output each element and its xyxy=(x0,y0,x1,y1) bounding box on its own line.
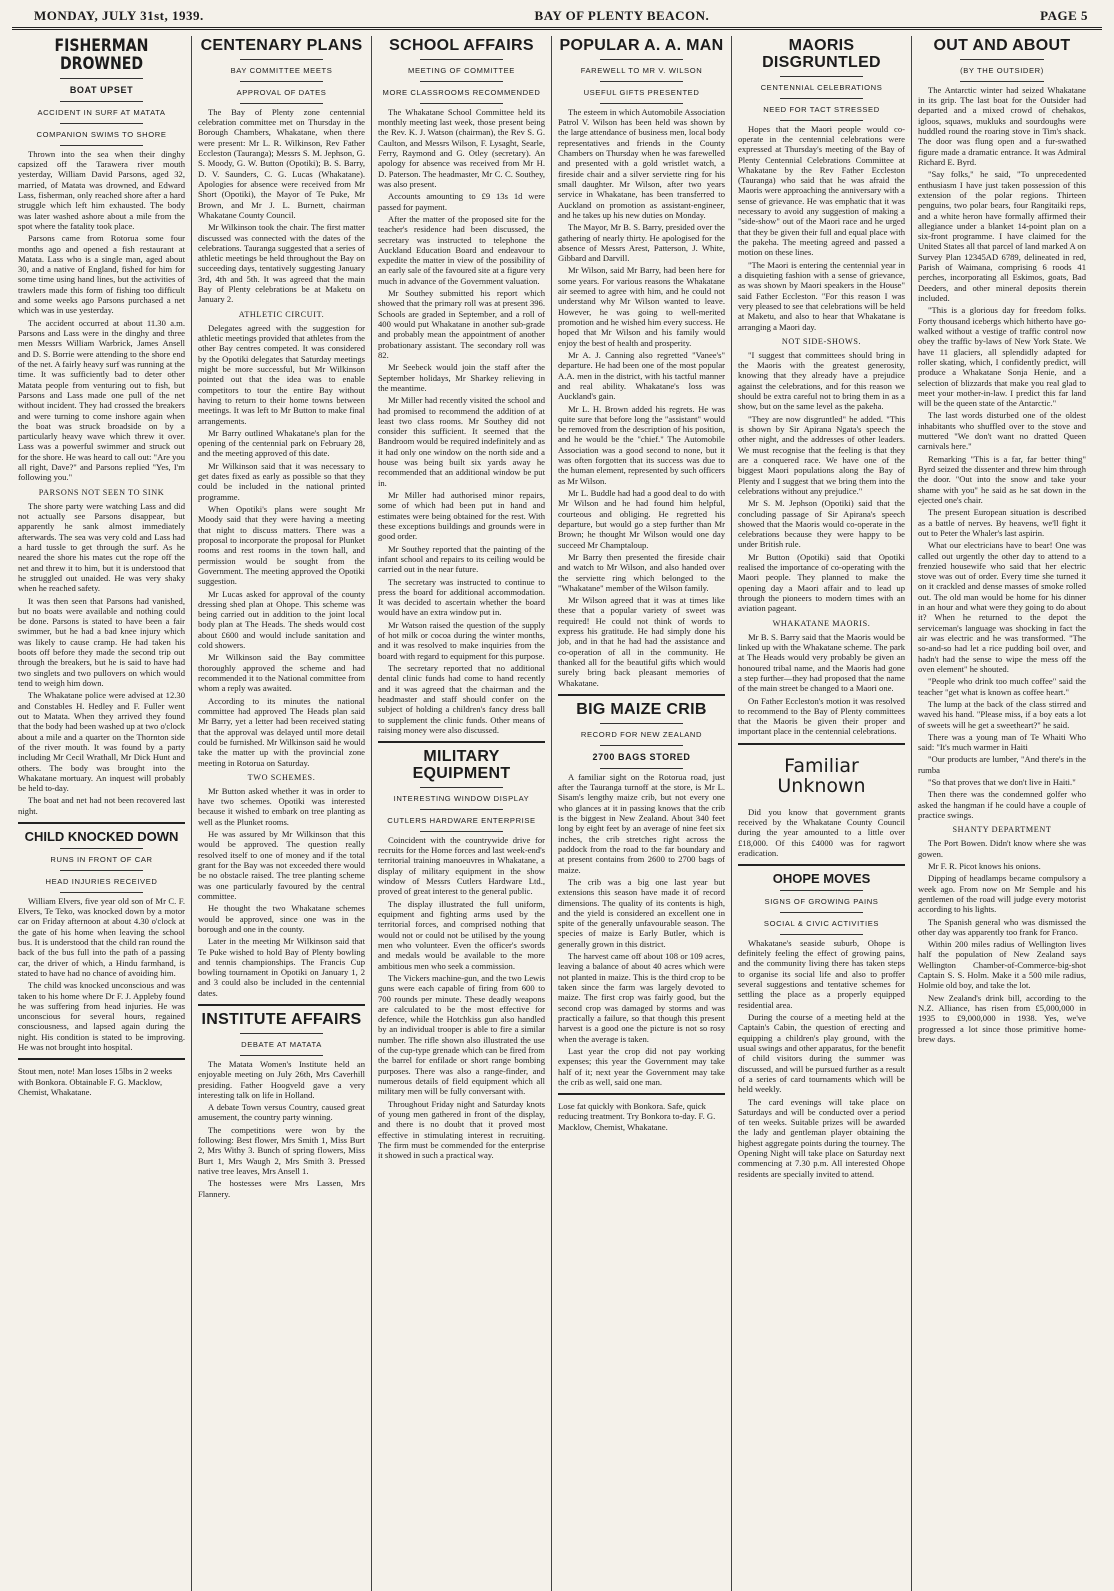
note-divider xyxy=(558,1093,725,1095)
headline: FISHERMAN DROWNED xyxy=(54,36,149,74)
article xyxy=(738,38,905,737)
subheadline: CUTLERS HARDWARE ENTERPRISE xyxy=(387,815,536,825)
article xyxy=(18,38,185,816)
paragraph: The Antarctic winter had seized Whakatane in its grip. The last boat for the Outsider had departed and a mixed crowd of chehakos, igloos, squaws, mukluks and sourdoughs were huddled round the roaring stove in Tim's shack. The door was flung open and a fur-swathed figure made a dramatic entrance. It was Admiral Richard E. Byrd. xyxy=(918,84,1086,167)
paragraph: Mr Wilson agreed that it was at times like these that a popular variety of sweet was required! He could not think of words to express his gratitude. He had simply done his job, and in that he had had the assistance and co-operation of all in the community. He thanked all for the beautiful gifts which would surely bring back pleasant memories of Whakatane. xyxy=(558,595,725,688)
paragraph: Delegates agreed with the suggestion for athletic meetings provided that athletes from the other Bay centres competed. It was considered by the Opotiki delegates that Saturday meetings might be more successful, but Mr Wilkinson pointed out that the idea was to enable competitors to tour the entire Bay without having to return to their home towns between meetings. It was left to Mr Button to make final arrangements. xyxy=(198,322,365,426)
paragraph: The lump at the back of the class stirred and waved his hand. "Please miss, if a boy eats a lot of sweets will he get a sweetheart?" he said. xyxy=(918,698,1086,730)
headline-rule xyxy=(600,59,684,60)
subheadline: APPROVAL OF DATES xyxy=(236,87,327,97)
article xyxy=(18,822,185,1097)
paragraph: The hostesses were Mrs Lassen, Mrs Flannery. xyxy=(198,1178,365,1199)
paragraph: Parsons came from Rotorua some four months ago and opened a fish restaurant at Matata. Lass who is a single man, aged about 30, and a native of England, fished for him for some time using hand lines, but the activities of trawlers made this form of fishing too difficult and some weeks ago Parsons purchased a net which was in use yesterday. xyxy=(18,233,185,316)
paragraph: Coincident with the countrywide drive for recruits for the Home forces and last week-end's territorial training manoeuvres in Whakatane, a display of military equipment in the show window of Messrs Cutlers Hardware Ltd., proved of great interest to the general public. xyxy=(378,834,545,897)
paragraph: Hopes that the Maori people would co-operate in the centennial celebrations were expressed at Thursday's meeting of the Bay of Plenty Centennial Celebrations Committee at Whakatane by the Rev Father Eccleston (Tauranga) who said that he was afraid the Maoris were approaching the anniversary with a sense of grievance. He was emphatic that it was necessary to avoid any suggestion of making a "side-show" out of the Maori race and he urged that they be given their full and equal place with the pakeha. The meeting agreed and passed a motion on these lines. xyxy=(738,123,905,258)
subheadline-rule xyxy=(780,120,864,121)
article xyxy=(378,741,545,1160)
subheadline: FAREWELL TO MR V. WILSON xyxy=(580,65,703,75)
subheadline: MORE CLASSROOMS RECOMMENDED xyxy=(382,87,541,97)
article-body xyxy=(558,107,725,688)
paragraph: "The Maori is entering the centennial year in a disquieting fashion with a sense of grievance, as was shown by Maori speakers in the House" said Father Eccleston. "For this reason I was very pleased to see that celebrations will be held at Maketu, and also to hear that Whakatane is arranging a Maori day. xyxy=(738,259,905,332)
paragraph: Mr F. R. Picot knows his onions. xyxy=(928,860,1041,871)
columns xyxy=(12,36,1102,1591)
article-body xyxy=(198,107,365,998)
paragraph: Mr Wilkinson said the Bay committee thoroughly approved the scheme and had recommended it to the National committee from whom a reply was awaited. xyxy=(198,652,365,694)
headline: BIG MAIZE CRIB xyxy=(576,700,707,718)
headline-rule xyxy=(420,787,504,788)
paragraph: Mr Barry outlined Whakatane's plan for the opening of the centennial park on February 28, and the meeting approved of this date. xyxy=(198,427,365,459)
paragraph: Last year the crop did not pay working expenses; this year the Government may take half of it; next year the Government may take the crib as well, said one man. xyxy=(558,1045,725,1087)
subheadline: BAY COMMITTEE MEETS xyxy=(230,65,333,75)
paragraph: The boat and net had not been recovered last night. xyxy=(18,795,185,816)
subheadline-rule xyxy=(960,81,1044,82)
paragraph: The Whakatane police were advised at 12.30 and Constables H. Hedley and F. Fuller went out to Matata. When they arrived they found that the body had been washed up at two o'clock about a mile and a quarter on the Thornton side of the river mouth. It was found by a party including Mr Cecil Wrathall, Mr Dick Hunt and others. The body was brought into the Whakatane mortuary. An inquest will probably be held to-day. xyxy=(18,690,185,794)
article xyxy=(918,38,1086,1044)
subheadline: USEFUL GIFTS PRESENTED xyxy=(583,87,700,97)
paragraph: The display illustrated the full uniform, equipment and fighting arms used by the territorial forces, and comprised nothing that would not or could not be utilised by the young men who volunteer. Even the officer's swords and medals would be available to the more ambitious men who seek a commission. xyxy=(378,898,545,971)
paragraph: During the course of a meeting held at the Captain's Cabin, the question of erecting and equipping a children's play ground, with the usual swings and other apparatus, for the benefit of child visitors during the summer was discussed, and will be pursued further as a result of a series of card tournaments which will be held weekly. xyxy=(738,1012,905,1095)
paragraph: The secretary was instructed to continue to press the board for additional accommodation. It was decided to ascertain whether the board would have an extra window put in. xyxy=(378,576,545,618)
subheadline-rule xyxy=(60,870,144,871)
subheadline: (BY THE OUTSIDER) xyxy=(960,65,1044,75)
paragraph: Mr S. M. Jephson (Opotiki) said that the concluding passage of Sir Apirana's speech showed that the Maoris would co-operate in the celebrations because they were happy to be under British rule. xyxy=(738,498,905,550)
section-subhead: WHAKATANE MAORIS. xyxy=(772,618,871,628)
paragraph: William Elvers, five year old son of Mr C. F. Elvers, Te Teko, was knocked down by a motor car on Friday afternoon at about 4.30 o'clock at the gate of his home when leaving the school bus. It is understood that the child ran round the back of the bus full into the path of a passing car, the driver of which, a Hindu farmhand, is stated to have had no chance of avoiding him. xyxy=(18,895,185,978)
subheadline-rule xyxy=(780,934,864,935)
headline-rule xyxy=(60,78,144,79)
paragraph: The shore party were watching Lass and did not actually see Parsons disappear, but apparently he sank almost immediately afterwards. The sea was very cold and Lass had a hard tussle to get through the surf. As he neared the shore his mates cut the rope off the net and threw it to him, but it is understood that he struggled out unaided. He was very shaky when he reached safety. xyxy=(18,500,185,594)
paragraph: The Bay of Plenty zone centennial celebration committee met on Thursday in the Borough Chambers, Whakatane, when there were present: Mr L. R. Wilkinson, Rev Father Eccleston (Tauranga); Messrs S. M. Jephson, G. S. Moody, G. W. Button (Opotiki); B. S. Barry, D. V. Saunders, C. G. Lucas (Whakatane). Apologies for absence were received from Mr Short (Opotiki), the Mayor of Te Puke, Mr Brown, and Mr J. L. Burnett, chairman Whakatane County Council. xyxy=(198,106,365,220)
paragraph: The competitions were won by the following: Best flower, Mrs Smith 1, Miss Burt 2, Mrs Withy 3. Bunch of spring flowers, Miss Burt 1, Mrs Waugh 2, Mrs Smith 3. Pressed native tree leaves, Mrs Ansell 1. xyxy=(198,1124,365,1177)
section-subhead: NOT SIDE-SHOWS. xyxy=(781,336,862,346)
subheadline: ACCIDENT IN SURF AT MATATA xyxy=(37,107,166,117)
article-body xyxy=(378,835,545,1161)
headline: POPULAR A. A. MAN xyxy=(559,37,724,54)
article-body xyxy=(738,124,905,737)
article xyxy=(558,38,725,688)
paragraph: The child was knocked unconscious and was taken to his home where Dr F. J. Appleby found he was suffering from head injuries. He was unconscious for several hours, regained consciousness, and lapsed again during the night. His condition is stated to be improving. He was not brought into hospital. xyxy=(18,980,185,1053)
paragraph: Remarking "This is a far, far better thing" Byrd seized the dissenter and threw him through the door. "Out into the snow and take your shame with you" he said as he sat down in the ejected one's chair. xyxy=(918,453,1086,505)
subheadline-rule xyxy=(600,745,684,746)
paragraph: Mr Button (Opotiki) said that Opotiki realised the importance of co-operating with the Maori people. They planned to make the opening day a Maori affair and to lead up through the pioneers to modern times with an aviation pageant. xyxy=(738,551,905,614)
article-divider xyxy=(198,1004,365,1006)
paragraph: Throughout Friday night and Saturday knots of young men gathered in front of the display, and there is no doubt that it proved most effective in stimulating interest in recruiting. The firm must be commended for the enterprise it showed in such a practical way. xyxy=(378,1098,545,1161)
paragraph: What our electricians have to bear! One was called out urgently the other day to attend to a frenzied housewife who said that her electric stove was out of order. Every time she turned it on it crackled and dense masses of smoke rolled out. The old man would be home for his dinner in an hour and what were they going to do about it? When he returned to the depot the serviceman's language was shocking in fact the air was electric and he was transformed. "The so-and-so had let a rice pudding boil over, and hadn't had the sense to wipe the mess off the oven element" he shouted. xyxy=(918,540,1086,674)
masthead-paper-name: BAY OF PLENTY BEACON. xyxy=(534,8,710,23)
paragraph: Mr Wilson, said Mr Barry, had been here for some years. For various reasons the Whakatane air seemed to agree with him, and he could not understand why Mr Wilson wanted to leave. However, he was going to well-merited promotion and he wished him every success. He hoped that Mr Wilson and his family would enjoy the best of health and prosperity. xyxy=(558,265,725,348)
subheadline: RECORD FOR NEW ZEALAND xyxy=(580,729,703,739)
headline-rule xyxy=(600,723,684,724)
paragraph: "Our products are lumber, "And there's in the rumba xyxy=(918,754,1086,775)
headline: OUT AND ABOUT xyxy=(933,37,1071,54)
column-3 xyxy=(372,36,552,1591)
article-body xyxy=(198,1059,365,1199)
subheadline-rule xyxy=(780,912,864,913)
section-subhead: TWO SCHEMES. xyxy=(247,772,316,782)
paragraph: Mr Watson raised the question of the supply of hot milk or cocoa during the winter months, and it was resolved to make inquiries from the board with regard to equipment for this purpose. xyxy=(378,619,545,661)
subheadline: HEAD INJURIES RECEIVED xyxy=(45,876,158,886)
subheadline-rule xyxy=(240,81,324,82)
article xyxy=(198,38,365,998)
subheadline-rule xyxy=(420,81,504,82)
subheadline-rule xyxy=(600,81,684,82)
headline: OHOPE MOVES xyxy=(772,871,871,887)
paragraph: Later in the meeting Mr Wilkinson said that Te Puke wished to hold Bay of Plenty bowling and tennis championships. The Francis Cup bowling tournament in Opotiki on January 1, 2 and 3 could also be included in the centennial dates. xyxy=(198,936,365,998)
subheadline-rule xyxy=(60,145,144,146)
column-4 xyxy=(552,36,732,1591)
paragraph: Mr L. H. Brown added his regrets. He was quite sure that before long the "assistant" would be removed from the description of his position, and he would be the "chief." The Automobile Association was a good second to none, but it was often forgotten that its success was due to the human element, represented by such officers as Mr Wilson. xyxy=(558,403,725,486)
article-body xyxy=(918,85,1086,1045)
paragraph: "Say folks," he said, "To unprecedented enthusiasm I have just taken possession of this extension of the polar regions. Thirteen penguins, two polar bears, four Rangitaiki reps, and a white heron have formally affirmed their allegiance under a blanket 14-point plan on a six-front programme. I have claimed for the United States all that parcel of land marked A on Survey Plan 12345AD 6789, delineated in red, Parish of Waimana, comprising 6 roods 41 perches, incorporating all Eskimos, goats, Bad Deeders, and other mineral deposits therein included. xyxy=(918,169,1086,304)
paragraph: Mr Southey submitted his report which showed that the primary roll was at present 396. Schools are graded in September, and a roll of 400 would put Whakatane in another sub-grade and probably mean the appointment of another probationary assistant. The secondary roll was 82. xyxy=(378,288,545,360)
paragraph: Mr B. S. Barry said that the Maoris would be linked up with the Whakatane scheme. The park at The Heads would very probably be given an honoured tribal name, and the Maoris had gone a step further—they had proposed that the name of the main street be changed to a Maori one. xyxy=(738,631,905,694)
headline: INSTITUTE AFFAIRS xyxy=(201,1011,362,1029)
paragraph: He thought the two Whakatane schemes would be approved, since one was in the borough and one in the county. xyxy=(198,903,365,934)
article-body xyxy=(378,107,545,735)
headline: CENTENARY PLANS xyxy=(200,37,363,54)
article-divider xyxy=(378,741,545,743)
paragraph: The present European situation is described as a battle of nerves. By heavens, we'll fight it out to Peter the Whaler's last aspirin. xyxy=(918,507,1086,538)
article-body xyxy=(18,149,185,816)
article-divider xyxy=(738,743,905,745)
headline: Familiar Unknown xyxy=(777,754,866,797)
paragraph: The card evenings will take place on Saturdays and will be conducted over a period of ten weeks. Suitable prizes will be awarded the lady and gentleman player obtaining the highest aggregate points during the tourney. The Opening Night will take place on Saturday next commencing at 7.30 p.m. All interested Ohope residents are specially invited to attend. xyxy=(738,1096,905,1179)
headline-rule xyxy=(420,59,504,60)
subheadline-rule xyxy=(420,103,504,104)
paragraph: The last words disturbed one of the oldest inhabitants who shuffled over to the stove and muttered "We don't want no dratted Queen carnivals here." xyxy=(918,410,1086,452)
subheadline: RUNS IN FRONT OF CAR xyxy=(50,854,153,864)
article-divider xyxy=(558,694,725,696)
headline: MILITARY EQUIPMENT xyxy=(412,748,511,783)
article-body xyxy=(18,896,185,1053)
paragraph: According to its minutes the national committee had approved The Heads plan said Mr Barry, yet a letter had been received stating that the approval was delayed until more detail could be furnished. Mr Wilkinson said he would take the matter up with the provincial zone meeting in Rotorua on Saturday. xyxy=(198,695,365,768)
subheadline: INTERESTING WINDOW DISPLAY xyxy=(393,793,530,803)
headline: SCHOOL AFFAIRS xyxy=(389,37,534,54)
paragraph: Mr L. Buddle had had a good deal to do with Mr Wilson and he had found him helpful, courteous and obliging. He regretted his departure, but would go a step further than Mr Brown; he thought Mr Wilson would one day succeed Mr Champtaloup. xyxy=(558,488,725,550)
headline-rule xyxy=(60,848,144,849)
subheadline-rule xyxy=(60,123,144,124)
paragraph: Mr Miller had authorised minor repairs, some of which had been put in hand and estimates were being obtained for the rest. With these exceptions buildings and grounds were in good order. xyxy=(378,490,545,542)
paragraph: He was assured by Mr Wilkinson that this would be approved. The question really resolved itself to one of money and if the total grant for the Bay was not exceeded there would be no obstacle raised. The tree planting scheme was one particularly favoured by the central committee. xyxy=(198,829,365,901)
paragraph: The crib was a big one last year but extensions this season have made it of record dimensions. The quality of its contents is high, and the yield is considered an excellent one in spite of the generally unfavourable season. The species of maize is Early Butler, which is generally grown in this district. xyxy=(558,876,725,949)
note-divider xyxy=(18,1058,185,1060)
headline: CHILD KNOCKED DOWN xyxy=(24,829,179,845)
column-6 xyxy=(912,36,1092,1591)
paragraph: Mr Barry then presented the fireside chair and watch to Mr Wilson, and also handed over the serviette ring which belonged to the "Whakatane" member of the Wilson family. xyxy=(558,551,725,593)
subheadline-rule xyxy=(600,103,684,104)
subheadline: SOCIAL & CIVIC ACTIVITIES xyxy=(763,918,880,928)
section-subhead: ATHLETIC CIRCUIT. xyxy=(238,309,325,319)
paragraph: "They are now disgruntled" he added. "This is shown by Sir Apirana Ngata's speech the other night, and the addresses of other leaders. We must recognise that the feeling is that they are a conquered race. We have one of the biggest Maori populations along the Bay of Plenty and I suggest that we bring them into the celebrations without any prejudice." xyxy=(738,413,905,496)
headline-rule xyxy=(780,76,864,77)
headline-rule xyxy=(240,59,324,60)
subheadline-rule xyxy=(420,809,504,810)
subheadline: COMPANION SWIMS TO SHORE xyxy=(36,129,167,139)
paragraph: Mr Lucas asked for approval of the county dressing shed plan at Ohope. This scheme was being carried out in addition to the joint local body plan at The Heads. The sheds would cost about £600 and would include sanitation and cold showers. xyxy=(198,588,365,651)
paragraph: Did you know that government grants received by the Whakatane County Council during the year amounted to a little over £18,000. Of this £4000 was for ragwort eradication. xyxy=(738,806,905,858)
masthead-page-number: PAGE 5 xyxy=(1040,8,1088,23)
headline: MAORIS DISGRUNTLED xyxy=(762,37,881,71)
column-5 xyxy=(732,36,912,1591)
paragraph: When Opotiki's plans were sought Mr Moody said that they were having a meeting that night to discuss matters. There was a proposal to incorporate the proposal for Plunket rooms and rest rooms in the town hall, and permission would be sought from the Government. The meeting approved the Opotiki suggestion. xyxy=(198,504,365,587)
headline-rule xyxy=(960,59,1044,60)
paragraph: The Port Bowen. Didn't know where she was gowen. xyxy=(918,838,1086,859)
paragraph: New Zealand's drink bill, according to the N.Z. Alliance, has risen from £5,000,000 in 1935 to £9,000,000 in 1938. Yes, we've progressed a lot since those primitive home-brew days. xyxy=(918,992,1086,1044)
paragraph: Whakatane's seaside suburb, Ohope is definitely feeling the effect of growing pains, and the community living there has taken steps to organise its social life and also to proffer several suggestions and tentative schemes for settling the place as a properly equipped residential area. xyxy=(738,937,905,1010)
advert-note: Lose fat quickly with Bonkora. Safe, quick reducing treatment. Try Bonkora to-day. F. G. Macklow, Chemist, Whakatane. xyxy=(558,1101,716,1132)
subheadline-rule xyxy=(600,768,684,769)
paragraph: The Spanish general who was dismissed the other day was apparently too frank for Franco. xyxy=(918,916,1086,937)
section-subhead: SHANTY DEPARTMENT xyxy=(952,825,1052,835)
column-1 xyxy=(12,36,192,1591)
article-divider xyxy=(18,822,185,824)
paragraph: Mr Southey reported that the painting of the infant school and repairs to its ceiling would be carried out in the near future. xyxy=(378,543,545,575)
subheadline: MEETING OF COMMITTEE xyxy=(408,65,515,75)
headline-rule xyxy=(240,1033,324,1034)
paragraph: The esteem in which Automobile Association Patrol V. Wilson has been held was shown by the large attendance of business men, local body representatives and friends in the County Chambers on Thursday when he was farewelled and presented with a gold wristlet watch, a fireside chair and a silver serviette ring for his small daughter. Mr Wilson, after two years service in Whakatane, has been transferred to Auckland on promotion as assistant-engineer, and he takes up his new duties on Monday. xyxy=(558,106,725,220)
masthead xyxy=(12,6,1102,30)
article xyxy=(198,1004,365,1199)
paragraph: The Vickers machine-gun, and the two Lewis guns were each capable of firing from 600 to 700 rounds per minute. These deadly weapons are calculated to be the most effective for defence, while the Hotchkiss gun also handled by an individual trooper is able to fire a similar number. The rifle shown also illustrated the use of the cup-type grenade which can be fired from the barrel for enfilade or short range bombing purposes. There was also a range-finder, and numerous details of field equipment which all military men will be fully conversant with. xyxy=(378,972,545,1097)
column-2 xyxy=(192,36,372,1591)
paragraph: Mr A. J. Canning also regretted "Vanee's" departure. He had been one of the most popular A.A. men in the district, with his tactful manner and real ability. Whakatane's loss was Auckland's gain. xyxy=(558,349,725,402)
paragraph: Mr Wilkinson said that it was necessary to get dates fixed as early as possible so that they could be included in the national printed programme. xyxy=(198,460,365,502)
subheadline-rule xyxy=(420,831,504,832)
subheadline-rule xyxy=(780,98,864,99)
paragraph: The accident occurred at about 11.30 a.m. Parsons and Lass were in the dinghy and three men Messrs William Warbrick, James Ansell and D. S. Borrie were attending to the shore end of the net. A fairly heavy surf was running at the time. It was sufficiently bad to deter other Matata people from venturing out to fish, but Parsons and Lass made one pull of the net without incident. They had crossed the breakers and were turning to come inshore again when the boat was struck broadside on by a particularly heavy wave which threw it over. Lass was a powerful swimmer and struck out for the shore. He was heard to call out: "Are you all right, Dave?" and Parsons replied "Yes, I'm following you." xyxy=(18,317,185,483)
article-body xyxy=(738,938,905,1179)
article-body xyxy=(738,807,905,859)
paragraph: It was then seen that Parsons had vanished, but no boats were available and nothing could be done. Parsons is stated to have been a fair swimmer, but he had a bad knee injury which was likely to cause cramp. He had taken his boots off before they made the second trip out through the breakers, but he is said to have had two singlets and two pullovers on which would tend to weigh him down. xyxy=(18,595,185,688)
paragraph: The Whakatane School Committee held its monthly meeting last week, those present being the Rev. K. J. Watson (chairman), the Rev S. G. Caulton, and Messrs Wilson, F. Lysaght, Searle, Ferry, Raymond and G. Otley (secretary). An apology for absence was received from Mr H. D. Paterson. The headmaster, Mr C. C. Southey, was also present. xyxy=(378,106,545,189)
subheadline-rule xyxy=(240,103,324,104)
article xyxy=(738,864,905,1179)
section-subhead: PARSONS NOT SEEN TO SINK xyxy=(38,487,165,497)
subheadline: 2700 BAGS STORED xyxy=(592,751,691,762)
paragraph: "I suggest that committees should bring in the Maoris with the greatest generosity, knowing that they already have a prejudice against the celebrations, and for this reason we should be extra careful not to bring them in as a show, but on the same level as the pakeha. xyxy=(738,349,905,412)
paragraph: The Mayor, Mr B. S. Barry, presided over the gathering of nearly thirty. He apologised for the absence of Messrs Arest, Patterson, J. White, Gibbard and Darvill. xyxy=(558,222,725,264)
headline-rule xyxy=(780,890,864,891)
advert-note: Stout men, note! Man loses 15lbs in 2 weeks with Bonkora. Obtainable F. G. Macklow, Chemist, Whakatane. xyxy=(18,1066,172,1098)
masthead-date: MONDAY, JULY 31st, 1939. xyxy=(34,8,204,23)
subheadline-rule xyxy=(240,1055,324,1056)
paragraph: "People who drink too much coffee" said the teacher "get what is known as coffee heart." xyxy=(918,676,1086,697)
paragraph: Mr Miller had recently visited the school and had promised to recommend the addition of at least two class rooms. Mr Southey did not consider this sufficient. It seemed that the Bandroom would be required indefinitely and as it had only one window on the north side and a house was being built six yards away he recommended that an additional window be put in. xyxy=(378,395,545,488)
paragraph: The Matata Women's Institute held an enjoyable meeting on July 26th, Mrs Caverhill presiding. Father Hoogveld gave a very interesting talk on life in Holland. xyxy=(198,1058,365,1100)
article-body xyxy=(558,772,725,1087)
article-divider xyxy=(738,864,905,866)
subheadline: SIGNS OF GROWING PAINS xyxy=(764,896,879,906)
subheadline: DEBATE AT MATATA xyxy=(241,1039,322,1049)
paragraph: The secretary reported that no additional dental clinic funds had come to hand recently and it was agreed that the chairman and the headmaster and staff should confer on the subject of holding a children's fancy dress ball to supplement the clinic funds. Other means of raising money were also discussed. xyxy=(378,663,545,735)
paragraph: Mr Seebeck would join the staff after the September holidays, Mr Sharkey relieving in the meantime. xyxy=(378,362,545,393)
subheadline: NEED FOR TACT STRESSED xyxy=(763,104,880,114)
subheadline-rule xyxy=(60,892,144,893)
paragraph: "So that proves that we don't live in Haiti." xyxy=(928,777,1076,788)
paragraph: After the matter of the proposed site for the teacher's residence had been discussed, the secretary was instructed to telephone the Auckland Education Board and endeavour to expedite the matter in view of the possibility of an early sale of the favoured site at a figure very much in advance of the Government valuation. xyxy=(378,213,545,286)
paragraph: Mr Button asked whether it was in order to have two schemes. Opotiki was interested because it wished to embark on tree planting as well as the Plunket rooms. xyxy=(198,785,365,827)
paragraph: Within 200 miles radius of Wellington lives half the population of New Zealand says Wellington Chamber-of-Commerce-big-shot Captain S. S. Holm. Make it a 500 mile radius, Holmie old boy, and take the lot. xyxy=(918,939,1086,991)
subheadline-rule xyxy=(60,101,144,102)
paragraph: There was a young man of Te Whaiti Who said: "It's much warmer in Haiti xyxy=(918,731,1086,753)
paragraph: The harvest came off about 108 or 109 acres, leaving a balance of about 40 acres which were not planted in maize. This is the third crop to be taken since the farm was largely devoted to maize. The first crop was fairly good, but the second crop was damaged by storms and was practically a failure, so that though this present harvest is a good one the picture is not so rosy when the average is taken. xyxy=(558,951,725,1044)
subheadline: CENTENNIAL CELEBRATIONS xyxy=(760,82,883,92)
paragraph: Dipping of headlamps became compulsory a week ago. From now on Mr Semple and his gentlemen of the road will judge every motorist according to his lights. xyxy=(918,873,1086,915)
paragraph: On Father Eccleston's motion it was resolved to recommend to the Bay of Plenty committees that the Maoris be given their proper and important place in the centennial celebrations. xyxy=(738,695,905,737)
article xyxy=(738,743,905,858)
paragraph: A debate Town versus Country, caused great amusement, the country party winning. xyxy=(198,1102,365,1123)
paragraph: Accounts amounting to £9 13s 1d were passed for payment. xyxy=(378,191,545,212)
paragraph: Thrown into the sea when their dinghy capsized off the Tarawera river mouth yesterday, William David Parsons, aged 32, married, of Matata was drowned, and Edward Lass, fisherman, only reached shore after a hard struggle which left him exhausted. The body was later washed ashore about a mile from the spot where the fatality took place. xyxy=(18,148,185,231)
article xyxy=(378,38,545,735)
article xyxy=(558,694,725,1132)
paragraph: "This is a glorious day for freedom folks. Forty thousand icebergs which hitherto have go-walked without a vestige of traffic control now obey the traffic by-laws of New York State. We have 11 glaciers, all splendidly adapted for roller skating, which, I confidently predict, will produce a Whakatane Sonja Henie, and a selection of blizzards that make you real glad to meet your mother-in-law. I predict this far land will be the queen state of the Antarctic." xyxy=(918,305,1086,409)
paragraph: Then there was the condemned golfer who asked the hangman if he could have a couple of practice swings. xyxy=(918,789,1086,821)
paragraph: Mr Wilkinson took the chair. The first matter discussed was connected with the dates of the celebrations. Tauranga suggested that a series of athletic meetings be held throughout the Bay on succeeding days, tentatively suggesting January 3rd, 4th and 5th. It was agreed that the main Bay of Plenty celebrations be at Maketu on January 2. xyxy=(198,222,365,305)
paragraph: A familiar sight on the Rotorua road, just after the Tauranga turnoff at the store, is Mr L. Sisam's lengthy maize crib, but not every one who glances at it in passing knows that the crib is the biggest in New Zealand. About 340 feet long by eight feet by an average of nine feet six inches, the crib stretches right across the paddock from the road to the far boundary and at present contains from 2600 to 2700 bags of maize. xyxy=(558,771,725,875)
subheadline: BOAT UPSET xyxy=(69,84,134,95)
